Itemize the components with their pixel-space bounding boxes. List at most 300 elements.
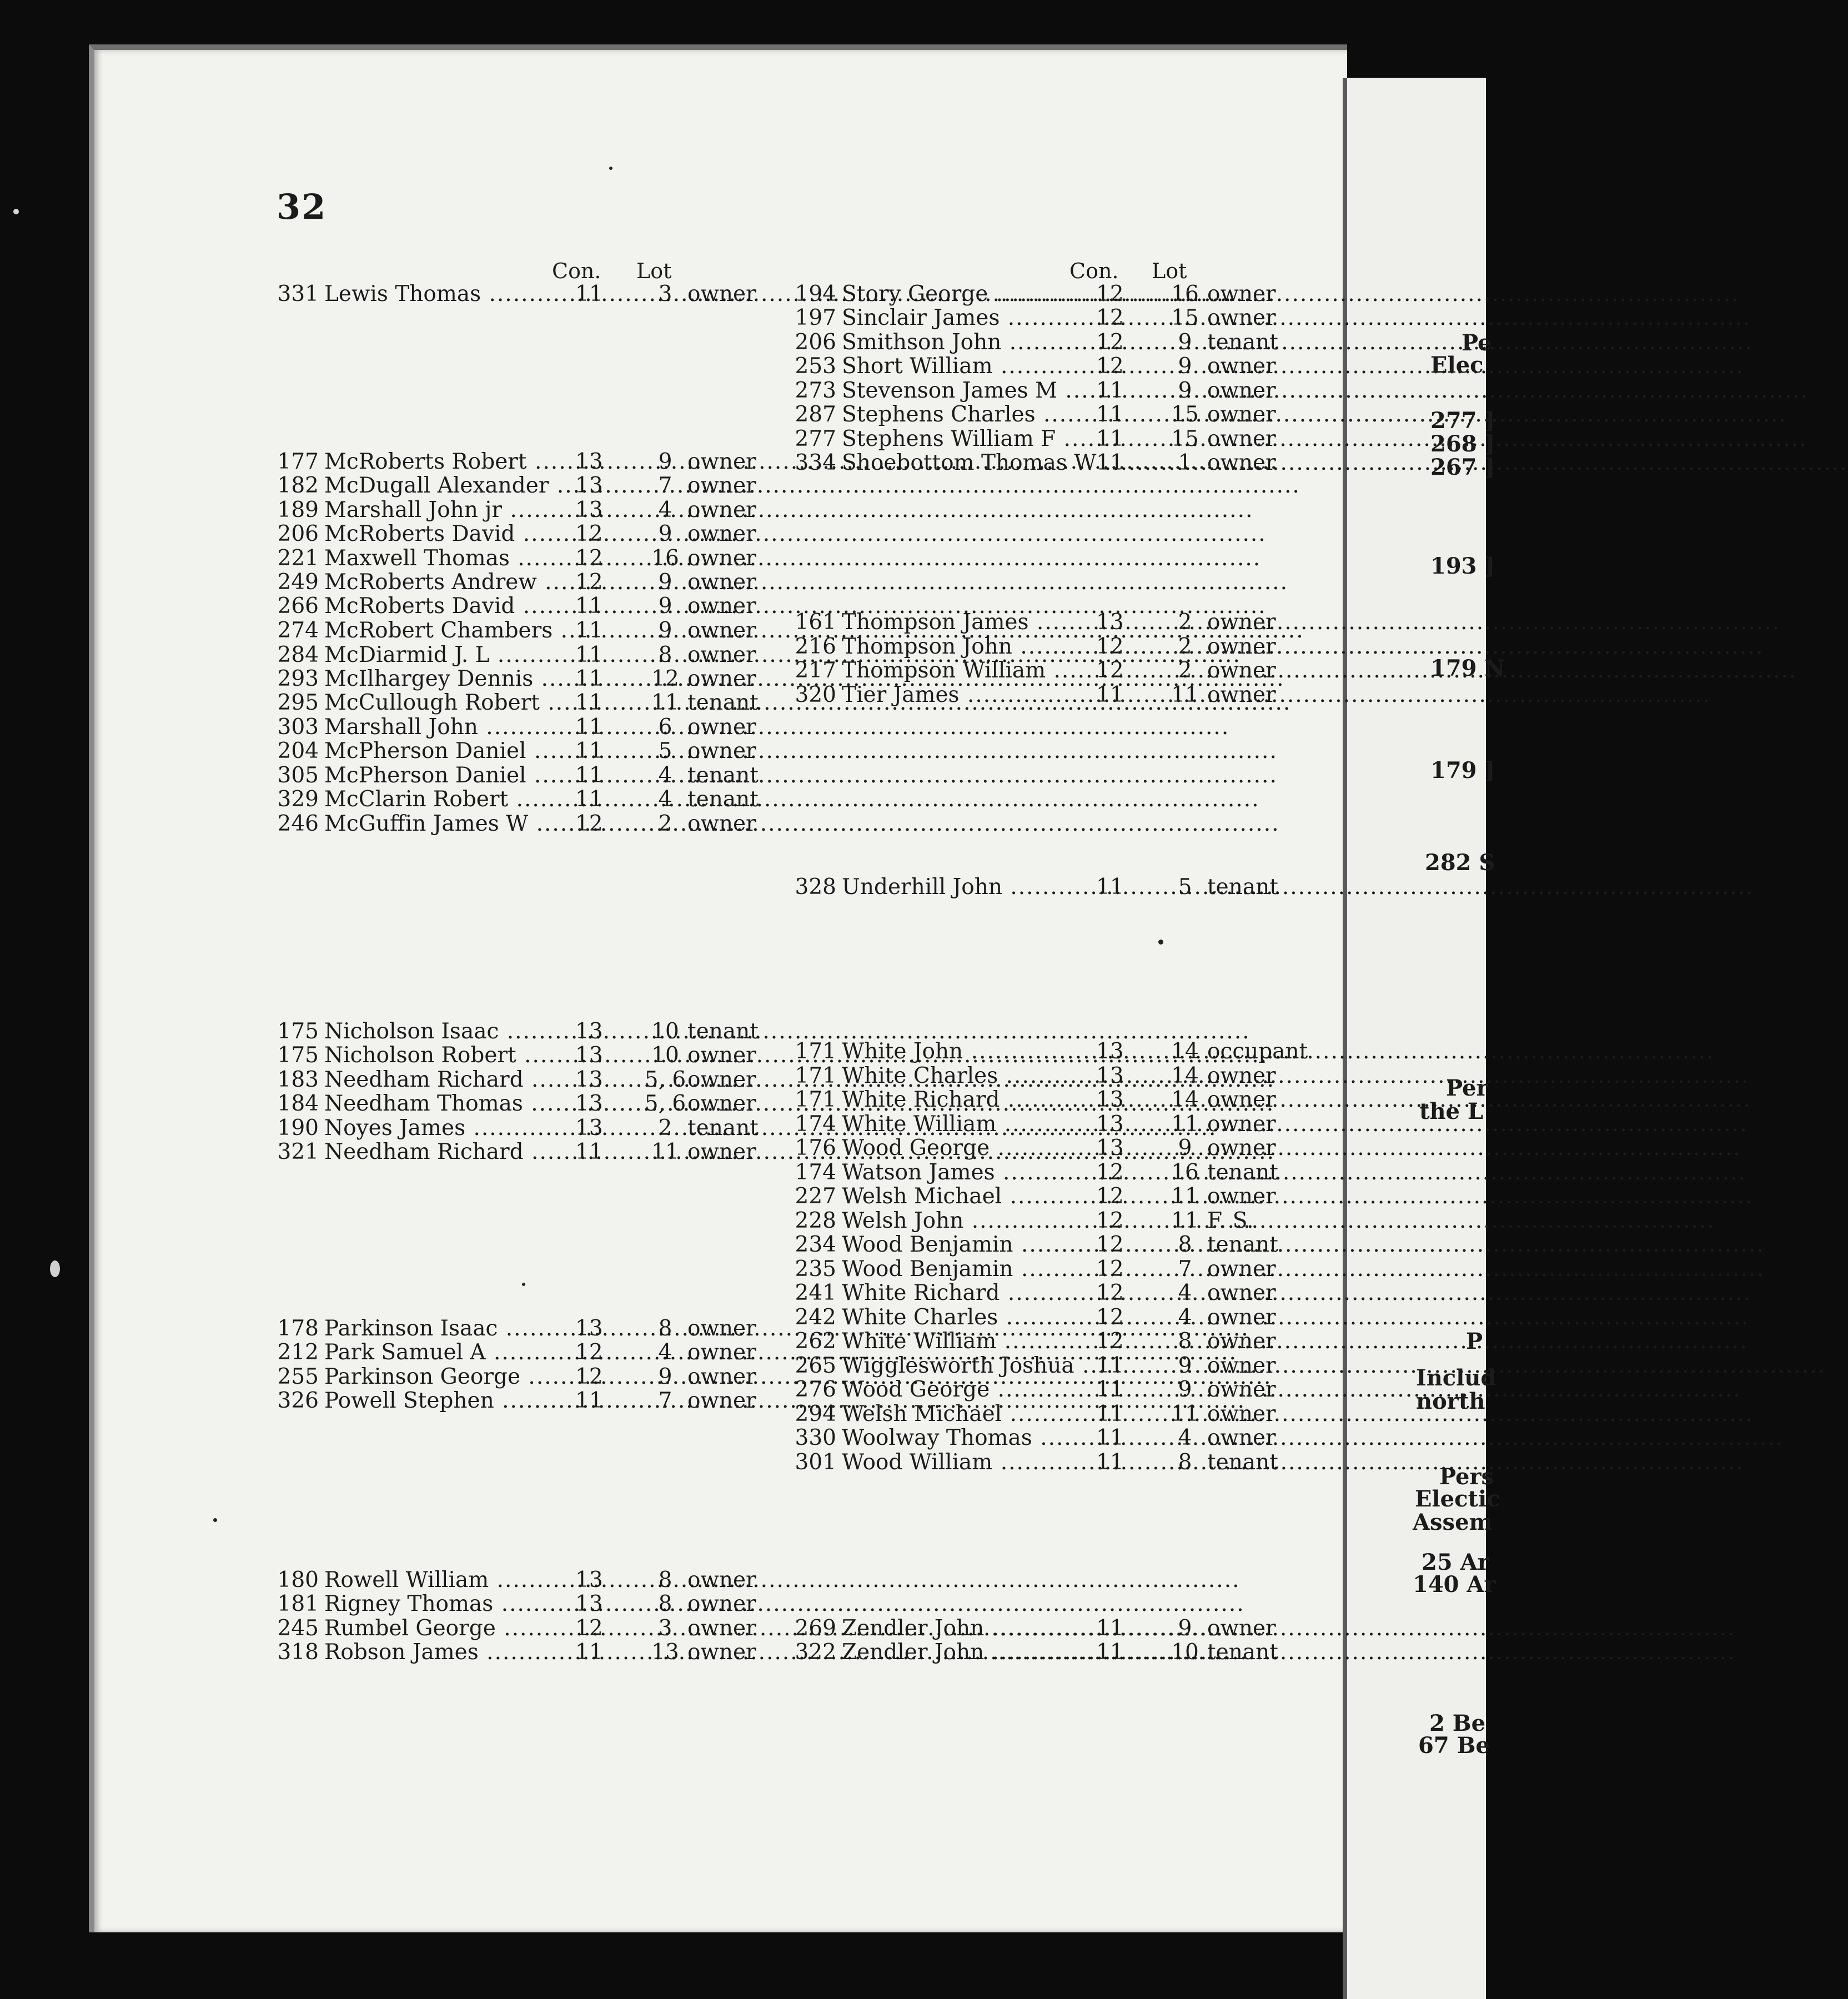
entry-name: Wigglesworth Joshua .....	[842, 1354, 1143, 1378]
entry-status: owner	[1207, 1280, 1276, 1305]
entry-number: 294	[795, 1402, 836, 1427]
entry-lot: 9	[658, 594, 672, 619]
entry-lot: 9	[1178, 378, 1192, 403]
register-entry	[275, 1389, 786, 1413]
entry-status: owner	[687, 473, 756, 498]
entry-status: owner	[687, 666, 756, 691]
entry-lot: 7	[658, 1388, 672, 1413]
entry-concession: 11	[575, 1139, 603, 1164]
entry-lot: 8	[658, 1316, 672, 1341]
entry-status: tenant	[1207, 1160, 1278, 1185]
entry-name: Woolway Thomas .....	[842, 1426, 1143, 1450]
entry-name: Needham Richard .....	[324, 1068, 623, 1092]
entry-number: 269	[795, 1616, 836, 1641]
entry-concession: 12	[1096, 1232, 1124, 1257]
entry-name: White Richard .....	[842, 1088, 1143, 1112]
register-entry	[275, 643, 786, 667]
entry-name: Short William .....	[842, 354, 1143, 379]
register-entry	[275, 691, 786, 715]
entry-name: Rumbel George .....	[324, 1616, 623, 1641]
entry-concession: 11	[1096, 1616, 1124, 1641]
entry-status: owner	[1207, 1184, 1276, 1209]
register-entry	[793, 282, 1290, 307]
entry-number: 171	[795, 1063, 836, 1088]
entry-name: White John .....	[842, 1039, 1143, 1064]
entry-lot: 2	[1178, 658, 1192, 683]
entry-number: 245	[277, 1616, 319, 1641]
entry-concession: 11	[575, 739, 603, 764]
register-entry	[793, 1257, 1290, 1282]
entry-number: 161	[795, 610, 836, 635]
entry-concession: 13	[575, 1019, 603, 1044]
entry-status: owner	[687, 546, 756, 571]
adjacent-page-fragment: 267 ]	[1430, 454, 1495, 480]
entry-lot: 16	[651, 546, 679, 571]
adjacent-page-fragment: 282 S	[1425, 850, 1495, 876]
register-entry	[793, 1329, 1290, 1354]
scan-speck	[522, 1283, 525, 1286]
entry-concession: 11	[575, 1640, 603, 1665]
entry-concession: 13	[575, 1116, 603, 1141]
scan-speck	[50, 1260, 60, 1277]
entry-status: owner	[687, 1591, 756, 1616]
entry-number: 221	[277, 546, 319, 571]
entry-name: Nicholson Robert .....	[324, 1043, 623, 1068]
entry-lot: 2	[1178, 610, 1192, 635]
entry-name: McPherson Daniel .....	[324, 764, 623, 788]
entry-status: owner	[687, 282, 756, 307]
entry-number: 183	[277, 1067, 319, 1092]
entry-status: owner	[1207, 426, 1276, 451]
entry-lot: 16	[1171, 1160, 1199, 1185]
register-entry	[275, 739, 786, 764]
register-entry	[793, 451, 1290, 475]
register-entry	[793, 1616, 1290, 1641]
entry-lot: 9	[1178, 1136, 1192, 1161]
entry-status: tenant	[687, 1019, 759, 1044]
entry-status: owner	[687, 570, 756, 595]
entry-name: McRoberts David .....	[324, 522, 623, 546]
entry-number: 176	[795, 1136, 836, 1161]
entry-number: 181	[277, 1591, 319, 1616]
entry-name: Wood George .....	[842, 1136, 1143, 1161]
entry-concession: 13	[1096, 1039, 1124, 1064]
entry-lot: 5, 6	[644, 1091, 686, 1116]
register-entry	[275, 1592, 786, 1616]
entry-concession: 13	[575, 1568, 603, 1593]
entry-lot: 2	[1178, 634, 1192, 659]
register-entry	[793, 610, 1290, 635]
register-entry	[275, 282, 786, 307]
register-entry	[793, 635, 1290, 659]
entry-status: owner	[687, 642, 756, 667]
entry-name: Marshall John .....	[324, 715, 623, 740]
entry-status: owner	[1207, 1305, 1276, 1330]
register-entry	[275, 474, 786, 498]
register-entry	[275, 522, 786, 546]
entry-number: 175	[277, 1043, 319, 1068]
entry-name: Thompson John .....	[842, 635, 1143, 659]
entry-concession: 12	[1096, 282, 1124, 307]
entry-name: Noyes James .....	[324, 1116, 623, 1141]
register-entry	[275, 1140, 786, 1164]
entry-lot: 11	[1171, 1402, 1199, 1427]
entry-status: owner	[1207, 1353, 1276, 1378]
entry-number: 241	[795, 1280, 836, 1305]
entry-number: 197	[795, 305, 836, 330]
entry-concession: 12	[1096, 658, 1124, 683]
entry-lot: 9	[1178, 354, 1192, 379]
entry-concession: 12	[1096, 354, 1124, 379]
register-entry	[793, 1088, 1290, 1112]
entry-concession: 11	[575, 594, 603, 619]
entry-lot: 4	[658, 1340, 672, 1365]
entry-status: owner	[1207, 305, 1276, 330]
entry-status: owner	[1207, 1425, 1276, 1450]
entry-lot: 4	[658, 763, 672, 788]
entry-lot: 10	[1171, 1640, 1199, 1665]
entry-name: Wood George .....	[842, 1378, 1143, 1402]
entry-concession: 13	[575, 498, 603, 523]
register-entry	[793, 1640, 1290, 1665]
entry-lot: 4	[1178, 1280, 1192, 1305]
scan-speck	[13, 209, 19, 214]
entry-number: 206	[277, 521, 319, 546]
entry-name: Wood Benjamin .....	[842, 1233, 1143, 1257]
entry-concession: 13	[575, 1091, 603, 1116]
entry-concession: 12	[575, 570, 603, 595]
entry-name: Stephens Charles .....	[842, 403, 1143, 427]
adjacent-page-fragment: the L	[1419, 1098, 1484, 1124]
entry-concession: 12	[575, 521, 603, 546]
entry-number: 331	[277, 282, 319, 307]
entry-number: 277	[795, 426, 836, 451]
entry-name: Welsh John .....	[842, 1209, 1143, 1233]
left-con-header: Con.	[552, 259, 601, 283]
entry-name: Maxwell Thomas .....	[324, 546, 623, 571]
entry-name: White William .....	[842, 1112, 1143, 1137]
entry-number: 217	[795, 658, 836, 683]
entry-status: owner	[1207, 1063, 1276, 1088]
register-entry	[275, 787, 786, 812]
adjacent-page-fragment: 179 N	[1430, 655, 1505, 681]
entry-number: 322	[795, 1640, 836, 1665]
entry-lot: 8	[1178, 1232, 1192, 1257]
register-entry	[275, 1568, 786, 1593]
entry-number: 273	[795, 378, 836, 403]
entry-lot: 9	[1178, 1353, 1192, 1378]
entry-lot: 3	[658, 282, 672, 307]
entry-status: owner	[1207, 1329, 1276, 1354]
entry-status: owner	[1207, 1616, 1276, 1641]
adjacent-page-fragment: 268 ]	[1430, 431, 1495, 457]
adjacent-page-fragment: 2 Be	[1429, 1710, 1486, 1736]
register-entry	[793, 1233, 1290, 1257]
adjacent-page-fragment: 179 ]	[1430, 757, 1495, 783]
entry-lot: 11	[1171, 1112, 1199, 1137]
register-entry	[275, 1340, 786, 1365]
entry-concession: 11	[1096, 426, 1124, 451]
entry-number: 246	[277, 811, 319, 836]
left-lot-header: Lot	[636, 259, 672, 283]
entry-number: 178	[277, 1316, 319, 1341]
entry-lot: 12	[651, 666, 679, 691]
entry-number: 177	[277, 449, 319, 474]
entry-concession: 12	[1096, 1329, 1124, 1354]
entry-concession: 13	[1096, 610, 1124, 635]
entry-status: owner	[687, 715, 756, 740]
entry-concession: 11	[575, 787, 603, 812]
entry-concession: 13	[1096, 1063, 1124, 1088]
entry-name: McClarin Robert .....	[324, 787, 623, 812]
entry-name: McRoberts David .....	[324, 594, 623, 619]
entry-concession: 13	[575, 473, 603, 498]
register-entry	[793, 1039, 1308, 1064]
adjacent-page-fragment: 67 Be	[1418, 1732, 1490, 1759]
entry-concession: 13	[575, 1591, 603, 1616]
entry-lot: 8	[658, 1591, 672, 1616]
entry-number: 194	[795, 282, 836, 307]
entry-concession: 12	[575, 1340, 603, 1365]
entry-number: 329	[277, 787, 319, 812]
adjacent-page-fragment: Per	[1446, 1075, 1488, 1101]
entry-number: 326	[277, 1388, 319, 1413]
entry-status: owner	[687, 1043, 756, 1068]
entry-lot: 8	[1178, 1329, 1192, 1354]
register-entry	[793, 379, 1290, 403]
entry-number: 330	[795, 1425, 836, 1450]
entry-name: Welsh Michael .....	[842, 1184, 1143, 1209]
entry-lot: 4	[658, 498, 672, 523]
entry-concession: 11	[1096, 1425, 1124, 1450]
entry-status: F. S.	[1207, 1208, 1254, 1233]
entry-concession: 12	[575, 1364, 603, 1389]
entry-name: Thompson William .....	[842, 659, 1143, 683]
entry-number: 284	[277, 642, 319, 667]
entry-concession: 12	[1096, 634, 1124, 659]
entry-concession: 11	[575, 282, 603, 307]
entry-concession: 12	[575, 1616, 603, 1641]
register-entry	[275, 570, 786, 595]
entry-status: owner	[687, 1388, 756, 1413]
entry-number: 212	[277, 1340, 319, 1365]
entry-status: owner	[1207, 658, 1276, 683]
entry-concession: 11	[1096, 1450, 1124, 1475]
entry-status: owner	[687, 1316, 756, 1341]
entry-lot: 14	[1171, 1087, 1199, 1112]
entry-concession: 11	[575, 763, 603, 788]
adjacent-page-fragment: Pers	[1439, 1464, 1494, 1490]
entry-concession: 11	[1096, 1640, 1124, 1665]
entry-name: Needham Thomas .....	[324, 1092, 623, 1116]
register-entry	[275, 1365, 786, 1389]
register-entry	[793, 1161, 1290, 1185]
entry-lot: 5	[1178, 875, 1192, 900]
entry-lot: 3	[658, 1616, 672, 1641]
register-entry	[275, 1616, 786, 1641]
entry-number: 253	[795, 354, 836, 379]
entry-name: McGuffin James W .....	[324, 812, 623, 836]
entry-number: 255	[277, 1364, 319, 1389]
register-entry	[275, 1317, 786, 1341]
entry-name: McCullough Robert .....	[324, 691, 623, 715]
entry-status: owner	[687, 1067, 756, 1092]
entry-lot: 8	[1178, 1450, 1192, 1475]
entry-number: 320	[795, 682, 836, 707]
entry-name: Wood Benjamin .....	[842, 1257, 1143, 1282]
right-lot-header: Lot	[1152, 259, 1187, 283]
entry-name: Robson James .....	[324, 1640, 623, 1665]
entry-concession: 12	[1096, 1184, 1124, 1209]
entry-name: Needham Richard .....	[324, 1140, 623, 1164]
entry-lot: 1	[1178, 450, 1192, 475]
entry-concession: 11	[1096, 875, 1124, 900]
scan-speck	[213, 1518, 217, 1522]
register-entry	[793, 1112, 1290, 1137]
register-entry	[793, 1426, 1290, 1450]
entry-lot: 11	[1171, 1208, 1199, 1233]
entry-status: owner	[687, 1091, 756, 1116]
register-entry	[793, 1305, 1290, 1330]
entry-status: occupant	[1207, 1039, 1308, 1064]
entry-lot: 9	[1178, 1377, 1192, 1402]
entry-name: Park Samuel A .....	[324, 1340, 623, 1365]
entry-name: Story George .....	[842, 282, 1143, 307]
register-entry	[793, 1450, 1290, 1475]
entry-lot: 10	[651, 1019, 679, 1044]
right-con-header: Con.	[1069, 259, 1119, 283]
entry-lot: 4	[658, 787, 672, 812]
entry-lot: 6	[658, 715, 672, 740]
entry-lot: 9	[658, 1364, 672, 1389]
entry-lot: 8	[658, 1568, 672, 1593]
adjacent-page-fragment: 140 Ar	[1413, 1571, 1496, 1598]
entry-status: owner	[1207, 634, 1276, 659]
entry-status: owner	[1207, 402, 1276, 427]
entry-number: 266	[277, 594, 319, 619]
register-entry	[275, 1043, 786, 1068]
entry-lot: 11	[651, 1139, 679, 1164]
entry-status: tenant	[1207, 330, 1278, 355]
scan-speck	[609, 167, 612, 170]
entry-name: Rigney Thomas .....	[324, 1592, 623, 1616]
register-entry	[275, 1116, 786, 1141]
entry-status: owner	[1207, 1377, 1276, 1402]
entry-lot: 15	[1171, 402, 1199, 427]
entry-number: 265	[795, 1353, 836, 1378]
entry-concession: 12	[1096, 305, 1124, 330]
entry-status: owner	[687, 811, 756, 836]
entry-concession: 11	[575, 642, 603, 667]
entry-status: owner	[1207, 1087, 1276, 1112]
entry-name: Rowell William .....	[324, 1568, 623, 1593]
entry-name: McRoberts Robert .....	[324, 450, 623, 474]
entry-concession: 11	[1096, 450, 1124, 475]
entry-lot: 9	[1178, 330, 1192, 355]
adjacent-page-fragment: Assem	[1413, 1509, 1493, 1535]
adjacent-page-fragment: 25 Ar	[1422, 1549, 1489, 1575]
adjacent-page-fragment: Electic	[1415, 1486, 1500, 1512]
entry-lot: 9	[1178, 1616, 1192, 1641]
entry-lot: 15	[1171, 305, 1199, 330]
adjacent-page-fragment: Pe	[1462, 330, 1492, 356]
entry-status: tenant	[1207, 1640, 1278, 1665]
register-entry	[793, 306, 1290, 330]
entry-name: Nicholson Isaac .....	[324, 1019, 623, 1044]
register-entry	[793, 330, 1290, 355]
entry-name: White Charles .....	[842, 1064, 1143, 1088]
entry-lot: 14	[1171, 1063, 1199, 1088]
register-entry	[275, 1068, 786, 1092]
entry-status: owner	[1207, 610, 1276, 635]
entry-lot: 5	[658, 739, 672, 764]
entry-name: Parkinson Isaac .....	[324, 1317, 623, 1341]
register-entry	[275, 667, 786, 691]
adjacent-page-fragment: 277 ]	[1430, 408, 1495, 434]
entry-concession: 13	[575, 449, 603, 474]
entry-name: Smithson John .....	[842, 330, 1143, 355]
entry-lot: 9	[658, 521, 672, 546]
register-entry	[793, 683, 1290, 707]
entry-name: Underhill John .....	[842, 875, 1143, 900]
entry-concession: 11	[1096, 402, 1124, 427]
entry-status: owner	[1207, 282, 1276, 307]
entry-name: Sinclair James .....	[842, 306, 1143, 330]
entry-status: owner	[687, 1139, 756, 1164]
entry-concession: 13	[1096, 1136, 1124, 1161]
entry-number: 206	[795, 330, 836, 355]
entry-number: 242	[795, 1305, 836, 1330]
entry-name: White William .....	[842, 1329, 1143, 1354]
register-entry	[275, 1019, 786, 1044]
entry-number: 262	[795, 1329, 836, 1354]
entry-number: 216	[795, 634, 836, 659]
entry-number: 171	[795, 1039, 836, 1064]
entry-number: 276	[795, 1377, 836, 1402]
entry-number: 303	[277, 715, 319, 740]
entry-status: owner	[687, 521, 756, 546]
entry-lot: 9	[658, 449, 672, 474]
entry-name: Tier James .....	[842, 683, 1143, 707]
entry-status: tenant	[687, 690, 759, 715]
entry-name: Welsh Michael .....	[842, 1402, 1143, 1427]
register-entry	[793, 1354, 1290, 1378]
adjacent-page-fragment: 193 ]	[1430, 553, 1495, 579]
entry-lot: 14	[1171, 1039, 1199, 1064]
entry-concession: 13	[1096, 1087, 1124, 1112]
entry-number: 318	[277, 1640, 319, 1665]
entry-concession: 12	[1096, 330, 1124, 355]
entry-name: Watson James .....	[842, 1161, 1143, 1185]
entry-status: owner	[1207, 1402, 1276, 1427]
entry-lot: 11	[1171, 1184, 1199, 1209]
entry-number: 295	[277, 690, 319, 715]
entry-name: Parkinson George .....	[324, 1365, 623, 1389]
entry-lot: 4	[1178, 1425, 1192, 1450]
entry-number: 301	[795, 1450, 836, 1475]
register-entry	[793, 1136, 1290, 1161]
entry-lot: 4	[1178, 1305, 1192, 1330]
entry-status: tenant	[687, 763, 759, 788]
entry-lot: 11	[651, 690, 679, 715]
register-entry	[793, 659, 1290, 683]
entry-status: owner	[1207, 682, 1276, 707]
entry-lot: 5, 6	[644, 1067, 686, 1092]
entry-number: 287	[795, 402, 836, 427]
adjacent-page-fragment: Includ	[1416, 1365, 1497, 1391]
entry-concession: 11	[1096, 378, 1124, 403]
entry-number: 334	[795, 450, 836, 475]
